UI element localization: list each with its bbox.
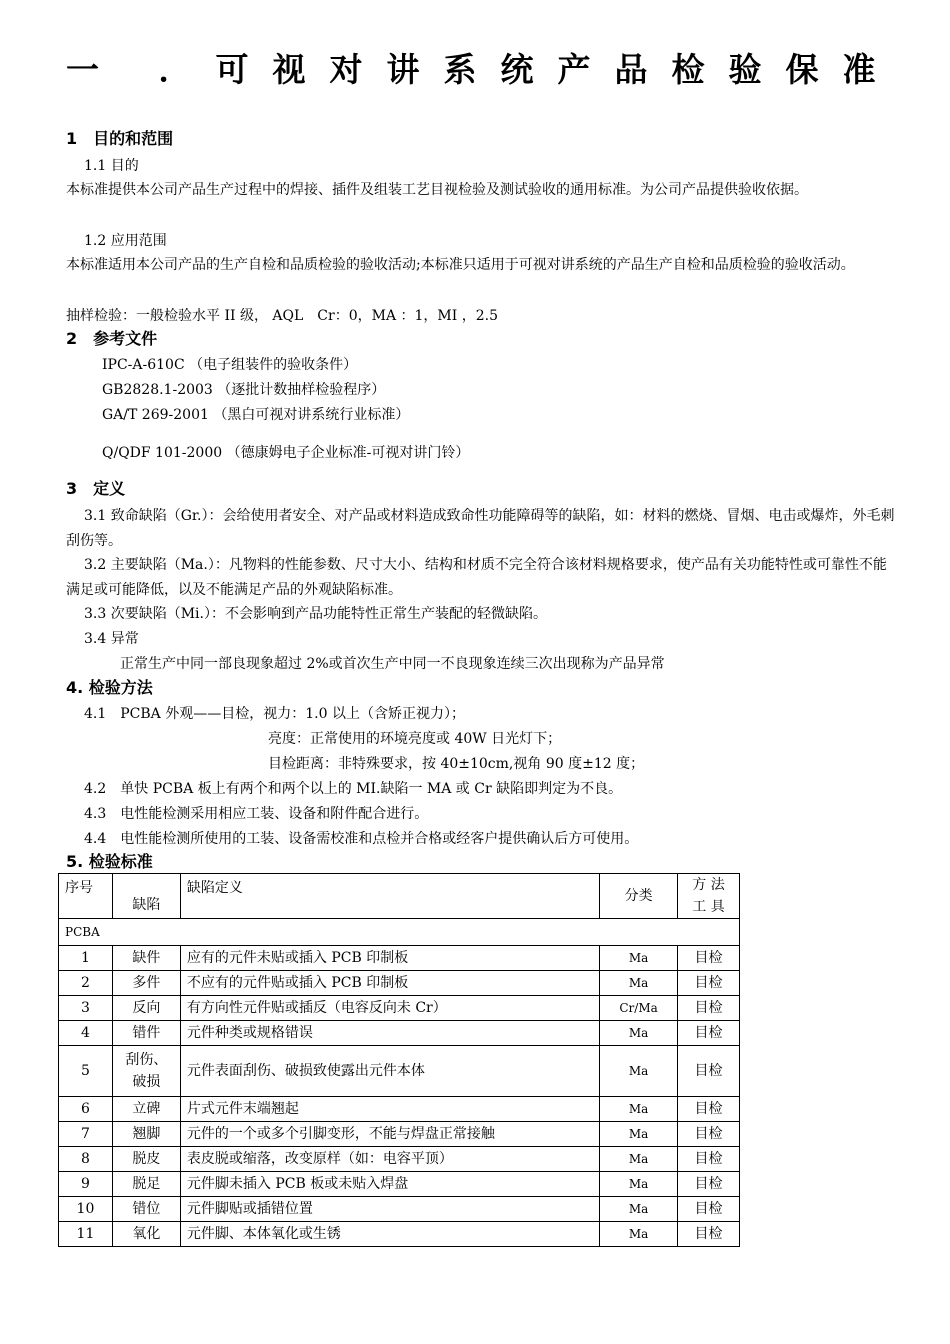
row-tool: 目检 xyxy=(678,1097,740,1122)
row-defect: 反向 xyxy=(112,996,180,1021)
row-definition: 元件脚、本体氧化或生锈 xyxy=(180,1222,599,1247)
row-class: Ma xyxy=(600,1147,678,1172)
row-tool: 目检 xyxy=(678,1122,740,1147)
row-no: 5 xyxy=(59,1046,113,1097)
row-defect: 脱皮 xyxy=(112,1147,180,1172)
row-definition: 不应有的元件贴或插入 PCB 印制板 xyxy=(180,971,599,996)
table-row xyxy=(59,1097,740,1122)
reference-item: GA/T 269-2001 （黑白可视对讲系统行业标准） xyxy=(102,407,410,423)
row-definition: 元件表面刮伤、破损致使露出元件本体 xyxy=(180,1046,599,1097)
header-definition: 缺陷定义 xyxy=(180,874,599,919)
section-1-heading: 1 目的和范围 xyxy=(66,129,174,148)
definition-major: 3.2 主要缺陷（Ma.）：凡物料的性能参数、尺寸大小、结构和材质不完全符合该材料规格要求，使产品有关功能特性或可靠性不能满足或可能降低，以及不能满足产品的外观缺陷标准。 xyxy=(66,557,887,598)
reference-item: GB2828.1-2003 （逐批计数抽样检验程序） xyxy=(102,382,386,398)
row-class: Ma xyxy=(600,1046,678,1097)
table-row xyxy=(59,971,740,996)
row-defect: 错件 xyxy=(112,1021,180,1046)
row-defect: 氧化 xyxy=(112,1222,180,1247)
row-class: Cr/Ma xyxy=(600,996,678,1021)
row-no: 2 xyxy=(59,971,113,996)
section-5-heading: 5. 检验标准 xyxy=(66,852,153,871)
row-no: 9 xyxy=(59,1172,113,1197)
method-4-2: 4.2 单快 PCBA 板上有两个和两个以上的 MI.缺陷一 MA 或 Cr 缺陷即判定为不良。 xyxy=(84,781,623,797)
row-tool: 目检 xyxy=(678,971,740,996)
table-row xyxy=(59,1147,740,1172)
method-4-1-distance: 目检距离：非特殊要求，按 40±10cm,视角 90 度±12 度； xyxy=(268,756,645,772)
row-defect: 错位 xyxy=(112,1197,180,1222)
row-defect: 多件 xyxy=(112,971,180,996)
table-row xyxy=(59,1197,740,1222)
inspection-standard-table xyxy=(58,873,740,1247)
row-defect: 脱足 xyxy=(112,1172,180,1197)
section-1-1-text: 本标准提供本公司产品生产过程中的焊接、插件及组装工艺目视检验及测试验收的通用标准。为公司产品提供验收依据。 xyxy=(66,182,808,198)
section-1-2-text: 本标准适用本公司产品的生产自检和品质检验的验收活动;本标准只适用于可视对讲系统的产品生产自检和品质检验的验收活动。 xyxy=(66,257,855,273)
section-1-1-heading: 1.1 目的 xyxy=(84,158,139,174)
row-tool: 目检 xyxy=(678,1046,740,1097)
row-definition: 有方向性元件贴或插反（电容反向未 Cr） xyxy=(180,996,599,1021)
row-class: Ma xyxy=(600,946,678,971)
header-defect: 缺陷 xyxy=(112,874,180,919)
reference-item: IPC-A-610C （电子组装件的验收条件） xyxy=(102,357,358,373)
row-tool: 目检 xyxy=(678,1222,740,1247)
table-row xyxy=(59,1122,740,1147)
row-class: Ma xyxy=(600,971,678,996)
definition-critical: 3.1 致命缺陷（Gr.）：会给使用者安全、对产品或材料造成致命性功能障碍等的缺陷，如：材料的燃烧、冒烟、电击或爆炸，外毛刺刮伤等。 xyxy=(66,508,895,549)
table-row xyxy=(59,946,740,971)
document-title: 一 ．可视对讲系统产品检验保准 xyxy=(66,50,900,89)
section-3-heading: 3 定义 xyxy=(66,479,126,498)
table-row xyxy=(59,1222,740,1247)
table-group-row xyxy=(59,919,740,946)
row-class: Ma xyxy=(600,1222,678,1247)
row-definition: 应有的元件未贴或插入 PCB 印制板 xyxy=(180,946,599,971)
method-4-1: 4.1 PCBA 外观——目检，视力：1.0 以上（含矫正视力）； xyxy=(84,706,465,722)
row-definition: 元件种类或规格错误 xyxy=(180,1021,599,1046)
row-class: Ma xyxy=(600,1197,678,1222)
row-no: 11 xyxy=(59,1222,113,1247)
row-tool: 目检 xyxy=(678,1147,740,1172)
section-1-2-heading: 1.2 应用范围 xyxy=(84,233,167,249)
row-defect: 刮伤、 破损 xyxy=(112,1046,180,1097)
table-row xyxy=(59,1021,740,1046)
row-definition: 元件脚贴或插错位置 xyxy=(180,1197,599,1222)
header-no: 序号 xyxy=(59,874,113,919)
section-4-heading: 4. 检验方法 xyxy=(66,678,153,697)
row-no: 4 xyxy=(59,1021,113,1046)
row-definition: 片式元件末端翘起 xyxy=(180,1097,599,1122)
header-class: 分类 xyxy=(600,874,678,919)
row-class: Ma xyxy=(600,1097,678,1122)
group-label: PCBA xyxy=(59,919,740,946)
row-tool: 目检 xyxy=(678,1021,740,1046)
row-definition: 元件脚未插入 PCB 板或未贴入焊盘 xyxy=(180,1172,599,1197)
row-tool: 目检 xyxy=(678,946,740,971)
row-definition: 元件的一个或多个引脚变形，不能与焊盘正常接触 xyxy=(180,1122,599,1147)
table-row xyxy=(59,996,740,1021)
method-4-3: 4.3 电性能检测采用相应工装、设备和附件配合进行。 xyxy=(84,806,429,822)
row-no: 8 xyxy=(59,1147,113,1172)
row-tool: 目检 xyxy=(678,1172,740,1197)
table-row xyxy=(59,1172,740,1197)
table-row xyxy=(59,1046,740,1097)
row-no: 3 xyxy=(59,996,113,1021)
definition-abnormal-text: 正常生产中同一部良现象超过 2%或首次生产中同一不良现象连续三次出现称为产品异常 xyxy=(120,656,665,672)
row-no: 1 xyxy=(59,946,113,971)
reference-item: Q/QDF 101-2000 （德康姆电子企业标准-可视对讲门铃） xyxy=(102,445,470,461)
row-defect: 立碑 xyxy=(112,1097,180,1122)
definition-minor: 3.3 次要缺陷（Mi.）：不会影响到产品功能特性正常生产装配的轻微缺陷。 xyxy=(84,606,547,622)
method-4-1-brightness: 亮度：正常使用的环境亮度或 40W 日光灯下； xyxy=(268,731,562,747)
method-4-4: 4.4 电性能检测所使用的工装、设备需校准和点检并合格或经客户提供确认后方可使用。 xyxy=(84,831,639,847)
row-class: Ma xyxy=(600,1122,678,1147)
header-tool: 方 法 工 具 xyxy=(678,874,740,919)
row-definition: 表皮脱或缩落，改变原样（如：电容平顶） xyxy=(180,1147,599,1172)
row-class: Ma xyxy=(600,1172,678,1197)
row-tool: 目检 xyxy=(678,996,740,1021)
row-defect: 缺件 xyxy=(112,946,180,971)
row-defect: 翘脚 xyxy=(112,1122,180,1147)
row-tool: 目检 xyxy=(678,1197,740,1222)
definition-abnormal-heading: 3.4 异常 xyxy=(84,631,139,647)
sampling-text: 抽样检验：一般检验水平 II 级， AQL Cr：0，MA ：1，MI ，2.5 xyxy=(66,308,498,324)
row-no: 6 xyxy=(59,1097,113,1122)
table-header-row xyxy=(59,874,740,919)
row-no: 7 xyxy=(59,1122,113,1147)
section-2-heading: 2 参考文件 xyxy=(66,329,158,348)
row-no: 10 xyxy=(59,1197,113,1222)
row-class: Ma xyxy=(600,1021,678,1046)
